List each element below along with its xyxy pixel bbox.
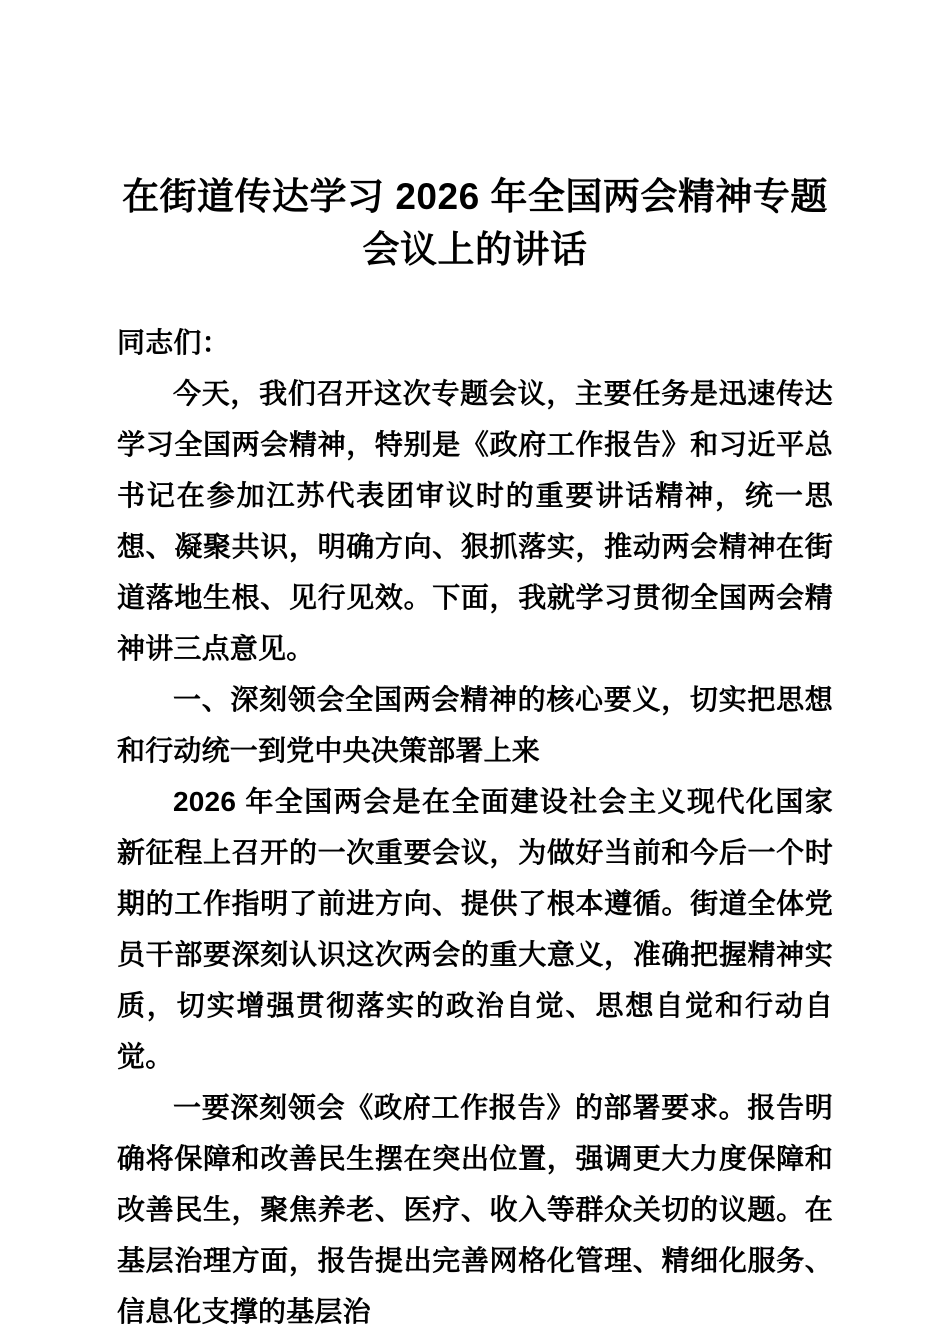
document-body [117,0,833,1337]
section-heading-one: 一、深刻领会全国两会精神的核心要义，切实把思想和行动统一到党中央决策部署上来 [117,684,833,766]
paragraph-section-one-2: 一要深刻领会《政府工作报告》的部署要求。报告明确将保障和改善民生摆在突出位置，强调更大力度保障和改善民生，聚焦养老、医疗、收入等群众关切的议题。在基层治理方面，报告提出完善网格化管理、精细化服务、信息化支撑的基层治 [117,1092,833,1327]
paragraph-section-one-1: 2026 年全国两会是在全面建设社会主义现代化国家新征程上召开的一次重要会议，为做好当前和今后一个时期的工作指明了前进方向、提供了根本遵循。街道全体党员干部要深刻认识这次两会的重大意义，准确把握精神实质，切实增强贯彻落实的政治自觉、思想自觉和行动自觉。 [117,786,833,1072]
page-title: 在街道传达学习 2026 年全国两会精神专题会议上的讲话 [122,176,828,270]
salutation: 同志们： [117,327,230,358]
paragraph-intro: 今天，我们召开这次专题会议，主要任务是迅速传达学习全国两会精神，特别是《政府工作报告》和习近平总书记在参加江苏代表团审议时的重要讲话精神，统一思想、凝聚共识，明确方向、狠抓落实，推动两会精神在街道落地生根、见行见效。下面，我就学习贯彻全国两会精神讲三点意见。 [117,378,833,664]
